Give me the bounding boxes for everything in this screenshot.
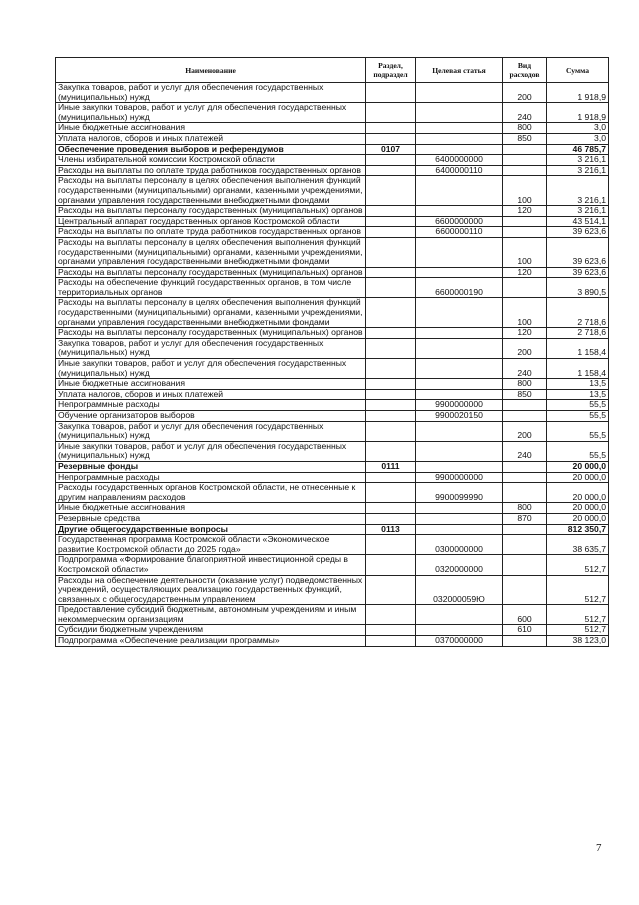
cell-name: Обеспечение проведения выборов и референдумов xyxy=(56,144,366,155)
cell-name: Расходы на выплаты по оплате труда работников государственных органов xyxy=(56,227,366,238)
cell-name: Расходы на выплаты персоналу государственных (муниципальных) органов xyxy=(56,328,366,339)
cell-name: Расходы на выплаты персоналу в целях обеспечения выполнения функций государственными (муниципальными) органами, казенными учреждениями, органами управления государственными внебюджетными фондами xyxy=(56,298,366,328)
table-row xyxy=(56,605,609,625)
cell-type: 100 xyxy=(503,176,547,206)
cell-target: 6600000000 xyxy=(416,216,503,227)
cell-sum: 38 123,0 xyxy=(547,636,609,647)
budget-table xyxy=(55,57,609,647)
cell-type xyxy=(503,472,547,483)
cell-section xyxy=(366,400,416,411)
cell-target: 9900020150 xyxy=(416,411,503,422)
header-type: Вид расходов xyxy=(503,58,547,83)
table-row xyxy=(56,400,609,411)
table-row xyxy=(56,535,609,555)
cell-type: 240 xyxy=(503,359,547,379)
cell-section xyxy=(366,625,416,636)
cell-sum: 3,0 xyxy=(547,133,609,144)
cell-section xyxy=(366,555,416,575)
cell-target xyxy=(416,267,503,278)
cell-name: Непрограммные расходы xyxy=(56,400,366,411)
cell-type xyxy=(503,227,547,238)
cell-target xyxy=(416,123,503,134)
table-row xyxy=(56,503,609,514)
cell-type: 100 xyxy=(503,237,547,267)
table-row xyxy=(56,524,609,535)
cell-sum: 20 000,0 xyxy=(547,503,609,514)
cell-sum: 812 350,7 xyxy=(547,524,609,535)
cell-target xyxy=(416,503,503,514)
cell-type: 120 xyxy=(503,206,547,217)
table-row xyxy=(56,227,609,238)
cell-sum: 1 918,9 xyxy=(547,83,609,103)
cell-section xyxy=(366,472,416,483)
cell-section xyxy=(366,338,416,358)
cell-type: 120 xyxy=(503,328,547,339)
cell-sum: 55,5 xyxy=(547,411,609,422)
cell-name: Государственная программа Костромской области «Экономическое развитие Костромской области до 2025 года» xyxy=(56,535,366,555)
cell-target xyxy=(416,133,503,144)
cell-sum: 43 514,1 xyxy=(547,216,609,227)
cell-name: Расходы на выплаты по оплате труда работников государственных органов xyxy=(56,165,366,176)
cell-target: 6400000110 xyxy=(416,165,503,176)
cell-type: 200 xyxy=(503,338,547,358)
cell-target: 9900099990 xyxy=(416,483,503,503)
cell-sum: 1 158,4 xyxy=(547,359,609,379)
cell-section xyxy=(366,227,416,238)
cell-target xyxy=(416,298,503,328)
cell-sum: 512,7 xyxy=(547,555,609,575)
table-row xyxy=(56,513,609,524)
table-row xyxy=(56,411,609,422)
cell-type: 240 xyxy=(503,103,547,123)
cell-name: Уплата налогов, сборов и иных платежей xyxy=(56,389,366,400)
cell-sum: 20 000,0 xyxy=(547,472,609,483)
cell-target: 0320000000 xyxy=(416,555,503,575)
cell-target: 6600000190 xyxy=(416,278,503,298)
cell-type xyxy=(503,461,547,472)
cell-sum: 55,5 xyxy=(547,421,609,441)
cell-type xyxy=(503,636,547,647)
cell-section xyxy=(366,216,416,227)
cell-name: Расходы на обеспечение функций государственных органов, в том числе территориальных органов xyxy=(56,278,366,298)
cell-sum: 1 158,4 xyxy=(547,338,609,358)
cell-type xyxy=(503,411,547,422)
cell-type: 870 xyxy=(503,513,547,524)
cell-target xyxy=(416,338,503,358)
cell-section xyxy=(366,636,416,647)
table-row xyxy=(56,328,609,339)
cell-sum: 3 216,1 xyxy=(547,206,609,217)
cell-target: 6600000110 xyxy=(416,227,503,238)
cell-sum: 39 623,6 xyxy=(547,267,609,278)
cell-sum: 512,7 xyxy=(547,625,609,636)
cell-sum: 13,5 xyxy=(547,389,609,400)
cell-type: 200 xyxy=(503,421,547,441)
cell-type xyxy=(503,524,547,535)
cell-name: Субсидии бюджетным учреждениям xyxy=(56,625,366,636)
cell-sum: 46 785,7 xyxy=(547,144,609,155)
cell-section: 0107 xyxy=(366,144,416,155)
header-section: Раздел, подраздел xyxy=(366,58,416,83)
cell-sum: 3,0 xyxy=(547,123,609,134)
cell-name: Расходы на выплаты персоналу в целях обеспечения выполнения функций государственными (муниципальными) органами, казенными учреждениями, органами управления государственными внебюджетными фондами xyxy=(56,237,366,267)
cell-target: 9900000000 xyxy=(416,472,503,483)
cell-type: 800 xyxy=(503,123,547,134)
cell-sum: 1 918,9 xyxy=(547,103,609,123)
cell-name: Подпрограмма «Формирование благоприятной инвестиционной среды в Костромской области» xyxy=(56,555,366,575)
cell-section xyxy=(366,278,416,298)
table-row xyxy=(56,379,609,390)
cell-sum: 2 718,6 xyxy=(547,298,609,328)
cell-type xyxy=(503,535,547,555)
cell-name: Подпрограмма «Обеспечение реализации программы» xyxy=(56,636,366,647)
cell-type xyxy=(503,144,547,155)
cell-name: Резервные фонды xyxy=(56,461,366,472)
cell-name: Иные закупки товаров, работ и услуг для обеспечения государственных (муниципальных) нужд xyxy=(56,103,366,123)
cell-target xyxy=(416,441,503,461)
cell-sum: 3 216,1 xyxy=(547,165,609,176)
cell-target: 032000059Ю xyxy=(416,575,503,605)
cell-name: Другие общегосударственные вопросы xyxy=(56,524,366,535)
cell-name: Расходы на выплаты персоналу в целях обеспечения выполнения функций государственными (муниципальными) органами, казенными учреждениями, органами управления государственными внебюджетными фондами xyxy=(56,176,366,206)
header-sum: Сумма xyxy=(547,58,609,83)
cell-section xyxy=(366,133,416,144)
table-row xyxy=(56,483,609,503)
table-row xyxy=(56,338,609,358)
cell-name: Иные бюджетные ассигнования xyxy=(56,123,366,134)
cell-type: 800 xyxy=(503,379,547,390)
table-row xyxy=(56,123,609,134)
cell-name: Иные бюджетные ассигнования xyxy=(56,503,366,514)
cell-sum: 3 890,5 xyxy=(547,278,609,298)
cell-type xyxy=(503,555,547,575)
table-row xyxy=(56,155,609,166)
cell-type: 610 xyxy=(503,625,547,636)
table-row xyxy=(56,298,609,328)
cell-target xyxy=(416,461,503,472)
cell-name: Закупка товаров, работ и услуг для обеспечения государственных (муниципальных) нужд xyxy=(56,338,366,358)
cell-name: Члены избирательной комиссии Костромской области xyxy=(56,155,366,166)
cell-target xyxy=(416,513,503,524)
cell-type xyxy=(503,165,547,176)
cell-target: 0300000000 xyxy=(416,535,503,555)
cell-section xyxy=(366,411,416,422)
cell-section xyxy=(366,535,416,555)
cell-type: 100 xyxy=(503,298,547,328)
cell-section xyxy=(366,123,416,134)
cell-target xyxy=(416,328,503,339)
header-name: Наименование xyxy=(56,58,366,83)
cell-section xyxy=(366,176,416,206)
cell-target xyxy=(416,144,503,155)
table-row xyxy=(56,133,609,144)
table-row xyxy=(56,237,609,267)
cell-sum: 39 623,6 xyxy=(547,237,609,267)
table-row xyxy=(56,461,609,472)
cell-section: 0113 xyxy=(366,524,416,535)
cell-section xyxy=(366,503,416,514)
cell-section xyxy=(366,379,416,390)
cell-name: Расходы на обеспечение деятельности (оказание услуг) подведомственных учреждений, осуществляющих реализацию государственных функций, связанных с общегосударственным управлением xyxy=(56,575,366,605)
cell-sum: 20 000,0 xyxy=(547,461,609,472)
cell-target xyxy=(416,421,503,441)
cell-section xyxy=(366,206,416,217)
cell-target: 6400000000 xyxy=(416,155,503,166)
cell-section xyxy=(366,155,416,166)
cell-target xyxy=(416,625,503,636)
cell-target xyxy=(416,103,503,123)
table-header xyxy=(56,58,609,83)
cell-name: Непрограммные расходы xyxy=(56,472,366,483)
cell-name: Центральный аппарат государственных органов Костромской области xyxy=(56,216,366,227)
cell-sum: 55,5 xyxy=(547,400,609,411)
table-row xyxy=(56,441,609,461)
cell-sum: 512,7 xyxy=(547,605,609,625)
cell-section xyxy=(366,267,416,278)
cell-sum: 38 635,7 xyxy=(547,535,609,555)
cell-name: Расходы на выплаты персоналу государственных (муниципальных) органов xyxy=(56,267,366,278)
cell-section xyxy=(366,605,416,625)
cell-name: Уплата налогов, сборов и иных платежей xyxy=(56,133,366,144)
table-row xyxy=(56,575,609,605)
cell-target xyxy=(416,176,503,206)
cell-section xyxy=(366,83,416,103)
cell-sum: 39 623,6 xyxy=(547,227,609,238)
cell-sum: 2 718,6 xyxy=(547,328,609,339)
cell-type: 600 xyxy=(503,605,547,625)
cell-name: Иные закупки товаров, работ и услуг для обеспечения государственных (муниципальных) нужд xyxy=(56,359,366,379)
table-row xyxy=(56,472,609,483)
table-row xyxy=(56,636,609,647)
cell-name: Закупка товаров, работ и услуг для обеспечения государственных (муниципальных) нужд xyxy=(56,83,366,103)
cell-section xyxy=(366,165,416,176)
cell-sum: 3 216,1 xyxy=(547,155,609,166)
table-row xyxy=(56,555,609,575)
cell-section xyxy=(366,575,416,605)
table-row xyxy=(56,278,609,298)
cell-section xyxy=(366,237,416,267)
cell-sum: 20 000,0 xyxy=(547,483,609,503)
cell-type: 120 xyxy=(503,267,547,278)
cell-section xyxy=(366,359,416,379)
cell-target xyxy=(416,206,503,217)
cell-target xyxy=(416,524,503,535)
cell-name: Резервные средства xyxy=(56,513,366,524)
table-row xyxy=(56,625,609,636)
cell-target: 9900000000 xyxy=(416,400,503,411)
cell-name: Иные бюджетные ассигнования xyxy=(56,379,366,390)
table-row xyxy=(56,83,609,103)
cell-type xyxy=(503,483,547,503)
cell-type xyxy=(503,575,547,605)
cell-type: 850 xyxy=(503,389,547,400)
cell-sum: 3 216,1 xyxy=(547,176,609,206)
cell-type xyxy=(503,278,547,298)
table-body xyxy=(56,83,609,647)
cell-name: Предоставление субсидий бюджетным, автономным учреждениям и иным некоммерческим организациям xyxy=(56,605,366,625)
cell-type: 200 xyxy=(503,83,547,103)
cell-section xyxy=(366,483,416,503)
cell-section xyxy=(366,389,416,400)
cell-sum: 13,5 xyxy=(547,379,609,390)
cell-target xyxy=(416,389,503,400)
cell-type xyxy=(503,216,547,227)
cell-type: 800 xyxy=(503,503,547,514)
cell-target xyxy=(416,237,503,267)
header-target: Целевая статья xyxy=(416,58,503,83)
cell-name: Закупка товаров, работ и услуг для обеспечения государственных (муниципальных) нужд xyxy=(56,421,366,441)
cell-target xyxy=(416,83,503,103)
table-row xyxy=(56,359,609,379)
cell-name: Иные закупки товаров, работ и услуг для обеспечения государственных (муниципальных) нужд xyxy=(56,441,366,461)
table-row xyxy=(56,144,609,155)
table-row xyxy=(56,216,609,227)
cell-name: Расходы на выплаты персоналу государственных (муниципальных) органов xyxy=(56,206,366,217)
cell-section xyxy=(366,513,416,524)
cell-section xyxy=(366,298,416,328)
cell-type: 240 xyxy=(503,441,547,461)
cell-section xyxy=(366,421,416,441)
cell-type: 850 xyxy=(503,133,547,144)
cell-type xyxy=(503,155,547,166)
cell-type xyxy=(503,400,547,411)
table-row xyxy=(56,176,609,206)
table-row xyxy=(56,267,609,278)
cell-section xyxy=(366,103,416,123)
cell-name: Обучение организаторов выборов xyxy=(56,411,366,422)
table-row xyxy=(56,421,609,441)
table-row xyxy=(56,103,609,123)
page-number: 7 xyxy=(596,842,602,854)
cell-section xyxy=(366,328,416,339)
table-row xyxy=(56,389,609,400)
cell-target xyxy=(416,379,503,390)
cell-target xyxy=(416,359,503,379)
cell-name: Расходы государственных органов Костромской области, не отнесенные к другим направлениям расходов xyxy=(56,483,366,503)
table-row xyxy=(56,165,609,176)
cell-sum: 20 000,0 xyxy=(547,513,609,524)
cell-section xyxy=(366,441,416,461)
cell-section: 0111 xyxy=(366,461,416,472)
cell-target xyxy=(416,605,503,625)
cell-sum: 512,7 xyxy=(547,575,609,605)
cell-sum: 55,5 xyxy=(547,441,609,461)
table-row xyxy=(56,206,609,217)
cell-target: 0370000000 xyxy=(416,636,503,647)
